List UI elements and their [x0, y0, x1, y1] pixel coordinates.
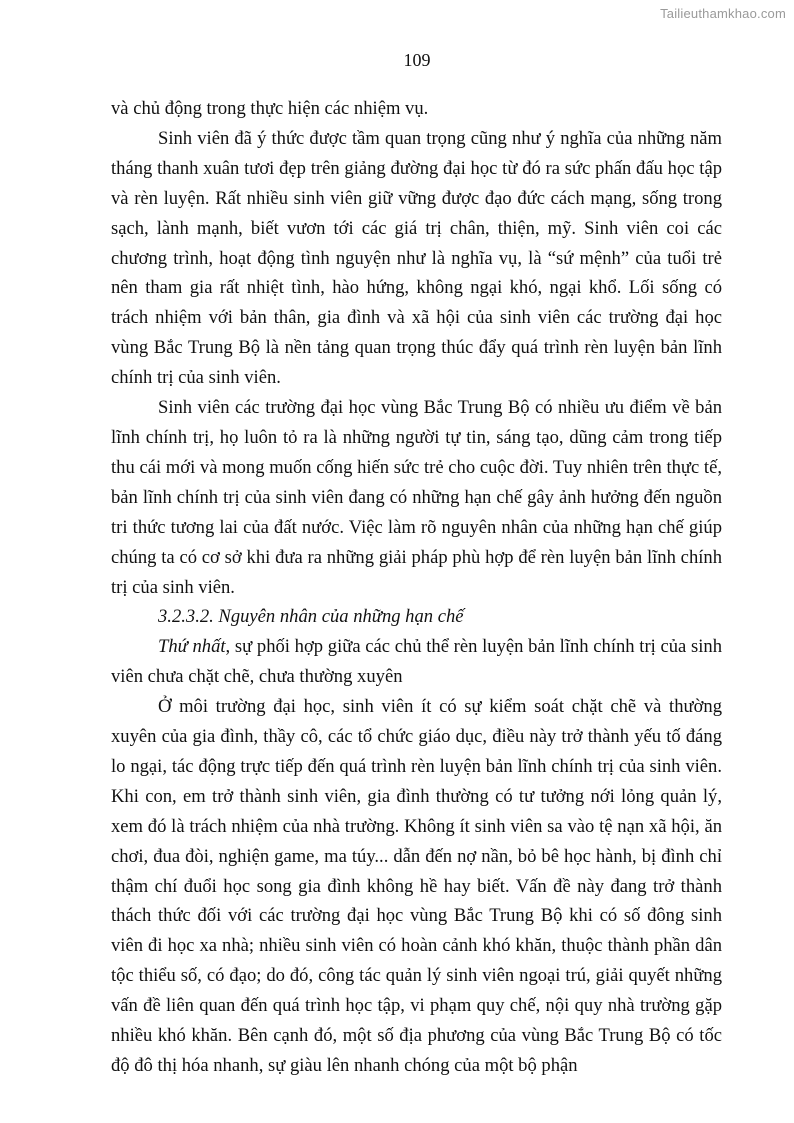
watermark: Tailieuthamkhao.com [660, 6, 786, 21]
section-heading [111, 602, 722, 632]
paragraph-continuation: và chủ động trong thực hiện các nhiệm vụ. [111, 98, 429, 119]
paragraph: Ở môi trường đại học, sinh viên ít có sự kiểm soát chặt chẽ và thường xuyên của gia đình, thầy cô, các tổ chức giáo dục, điều này trở thành yếu tố đáng lo ngại, tác động trực tiếp đến quá trình rèn luyện bản lĩnh chính trị của sinh viên. Khi con, em trở thành sinh viên, gia đình thường có tư tưởng nới lỏng quản lý, xem đó là trách nhiệm của nhà trường. Không ít sinh viên sa vào tệ nạn xã hội, ăn chơi, đua đòi, nghiện game, ma túy... dẫn đến nợ nần, bỏ bê học hành, bị đình chỉ thậm chí đuổi học song gia đình không hề hay biết. Vấn đề này đang trở thành thách thức đối với các trường đại học vùng Bắc Trung Bộ khi có số đông sinh viên đi học xa nhà; nhiều sinh viên có hoàn cảnh khó khăn, thuộc thành phần dân tộc thiểu số, có đạo; do đó, công tác quản lý sinh viên ngoại trú, giải quyết những vấn đề liên quan đến quá trình học tập, vi phạm quy chế, nội quy nhà trường gặp nhiều khó khăn. Bên cạnh đó, một số địa phương của vùng Bắc Trung Bộ có tốc độ đô thị hóa nhanh, sự giàu lên nhanh chóng của một bộ phận [111, 696, 722, 1076]
paragraph-first-cause [111, 632, 722, 692]
page-number: 109 [403, 50, 431, 70]
paragraph: Sinh viên đã ý thức được tầm quan trọng cũng như ý nghĩa của những năm tháng thanh xuân tươi đẹp trên giảng đường đại học từ đó ra sức phấn đấu học tập và rèn luyện. Rất nhiều sinh viên giữ vững được đạo đức cách mạng, sống trong sạch, lành mạnh, biết vươn tới các giá trị chân, thiện, mỹ. Sinh viên coi các chương trình, hoạt động tình nguyện như là nghĩa vụ, là “sứ mệnh” của tuổi trẻ nên tham gia rất nhiệt tình, hào hứng, không ngại khó, ngại khổ. Lối sống có trách nhiệm với bản thân, gia đình và xã hội của sinh viên các trường đại học vùng Bắc Trung Bộ là nền tảng quan trọng thúc đẩy quá trình rèn luyện bản lĩnh chính trị của sinh viên. [111, 127, 722, 389]
first-cause-text: , sự phối hợp giữa các chủ thể rèn luyện bản lĩnh chính trị của sinh viên chưa chặt chẽ, chưa thường xuyên [111, 636, 723, 688]
document-body [111, 94, 722, 1081]
section-heading-text: 3.2.3.2. Nguyên nhân của những hạn chế [158, 606, 464, 628]
first-cause-lead: Thứ nhất [158, 636, 226, 658]
paragraph: Sinh viên các trường đại học vùng Bắc Trung Bộ có nhiều ưu điểm về bản lĩnh chính trị, họ luôn tỏ ra là những người tự tin, sáng tạo, dũng cảm trong tiếp thu cái mới và mong muốn cống hiến sức trẻ cho cuộc đời. Tuy nhiên trên thực tế, bản lĩnh chính trị của sinh viên đang có những hạn chế gây ảnh hưởng đến nguồn tri thức tương lai của đất nước. Việc làm rõ nguyên nhân của những hạn chế giúp chúng ta có cơ sở khi đưa ra những giải pháp phù hợp để rèn luyện bản lĩnh chính trị của sinh viên. [111, 397, 722, 598]
